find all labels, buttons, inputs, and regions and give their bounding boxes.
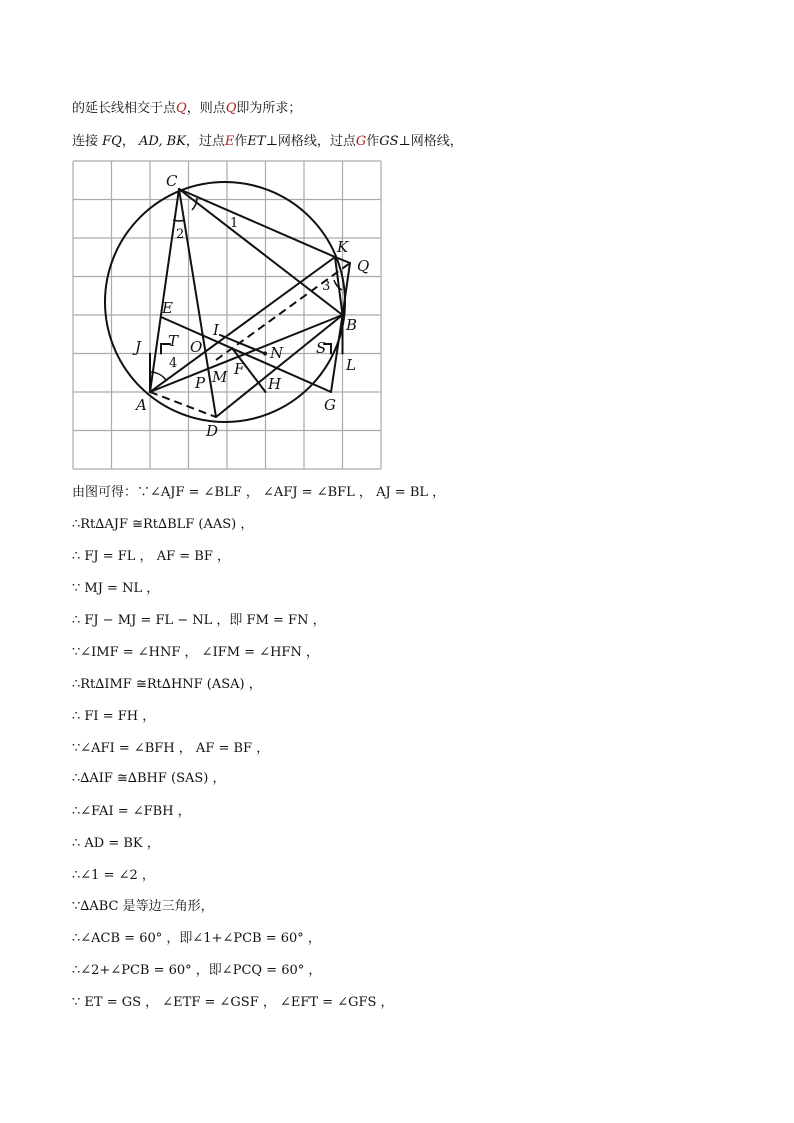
- segments-ad-bk: AD, BK: [139, 134, 186, 149]
- proof-line: ∴ FJ = FL ， AF = BF ，: [72, 549, 230, 564]
- point-q: Q: [176, 101, 187, 116]
- intro-line-2: [72, 133, 463, 151]
- point-e: E: [224, 134, 235, 149]
- proof-line: ∴∆AIF ≅∆BHF (SAS) ，: [72, 771, 226, 786]
- segment-gs: GS: [379, 134, 399, 149]
- label-m: M: [212, 368, 228, 386]
- label-d: D: [206, 422, 219, 440]
- label-a: A: [136, 396, 147, 414]
- intro-text: 作: [234, 134, 248, 149]
- intro-text: 作: [366, 134, 380, 149]
- label-b: B: [346, 316, 358, 334]
- intro-text: ⊥网格线，过点: [265, 134, 356, 149]
- proof-line: ∴∠1 = ∠2 ，: [72, 868, 155, 883]
- proof-line: 由图可得：∵∠AJF = ∠BLF ， ∠AFJ = ∠BFL ， AJ = BL ，: [72, 485, 446, 500]
- proof-line: ∴ FI = FH ，: [72, 709, 156, 724]
- proof-line: ∴∠2+∠PCB = 60° ，即∠PCQ = 60° ，: [72, 963, 322, 978]
- label-g: G: [324, 396, 336, 414]
- proof-line: ∴Rt∆IMF ≅Rt∆HNF (ASA) ，: [72, 677, 262, 692]
- label-o: O: [190, 338, 203, 356]
- label-e: E: [162, 299, 173, 317]
- proof-line: ∵∠IMF = ∠HNF ， ∠IFM = ∠HFN ，: [72, 645, 319, 660]
- segment-et: ET: [247, 134, 266, 149]
- intro-line-1: [72, 100, 301, 118]
- intro-text: 连接: [72, 134, 99, 149]
- proof-line: ∴∠FAI = ∠FBH ，: [72, 804, 191, 819]
- proof-line: ∴∠ACB = 60° ，即∠1+∠PCB = 60° ，: [72, 931, 321, 946]
- proof-line: ∴Rt∆AJF ≅Rt∆BLF (AAS) ，: [72, 517, 254, 532]
- segment-fq: FQ: [102, 134, 122, 149]
- proof-line: ∴ FJ − MJ = FL − NL ，即 FM = FN ，: [72, 613, 326, 628]
- label-c: C: [166, 172, 178, 190]
- label-i: I: [213, 321, 219, 339]
- point-g: G: [355, 134, 367, 149]
- label-angle-1: 1: [230, 216, 239, 231]
- label-angle-2: 2: [176, 227, 185, 242]
- label-angle-3: 3: [322, 279, 331, 294]
- label-p: P: [195, 374, 206, 392]
- label-l: L: [346, 356, 356, 374]
- label-n: N: [270, 344, 284, 362]
- label-h: H: [268, 375, 282, 393]
- intro-text: 即为所求；: [236, 101, 302, 116]
- label-j: J: [135, 338, 142, 356]
- proof-line: ∵ MJ = NL ，: [72, 581, 160, 596]
- intro-text: ⊥网格线，: [398, 134, 463, 149]
- point-n-dot: [263, 352, 267, 356]
- label-q: Q: [357, 257, 370, 275]
- geometry-figure: [72, 160, 382, 472]
- label-angle-4: 4: [169, 356, 178, 371]
- intro-text: ，过点: [185, 134, 225, 149]
- proof-line: ∵ ET = GS ， ∠ETF = ∠GSF ， ∠EFT = ∠GFS ，: [72, 995, 394, 1010]
- circumcircle: [105, 182, 345, 422]
- intro-text: ，: [121, 134, 135, 149]
- label-t: T: [168, 332, 179, 350]
- label-f: F: [234, 360, 245, 378]
- intro-text: ，则点: [186, 101, 226, 116]
- proof-line: ∵∠AFI = ∠BFH ， AF = BF ，: [72, 741, 270, 756]
- intro-text: 的延长线相交于点: [72, 101, 177, 116]
- label-k: K: [337, 238, 349, 256]
- proof-line: ∴ AD = BK ，: [72, 836, 160, 851]
- proof-line: ∵∆ABC 是等边三角形，: [72, 899, 214, 914]
- figure-lines: [150, 189, 350, 417]
- label-s: S: [316, 339, 327, 357]
- point-q: Q: [225, 101, 237, 116]
